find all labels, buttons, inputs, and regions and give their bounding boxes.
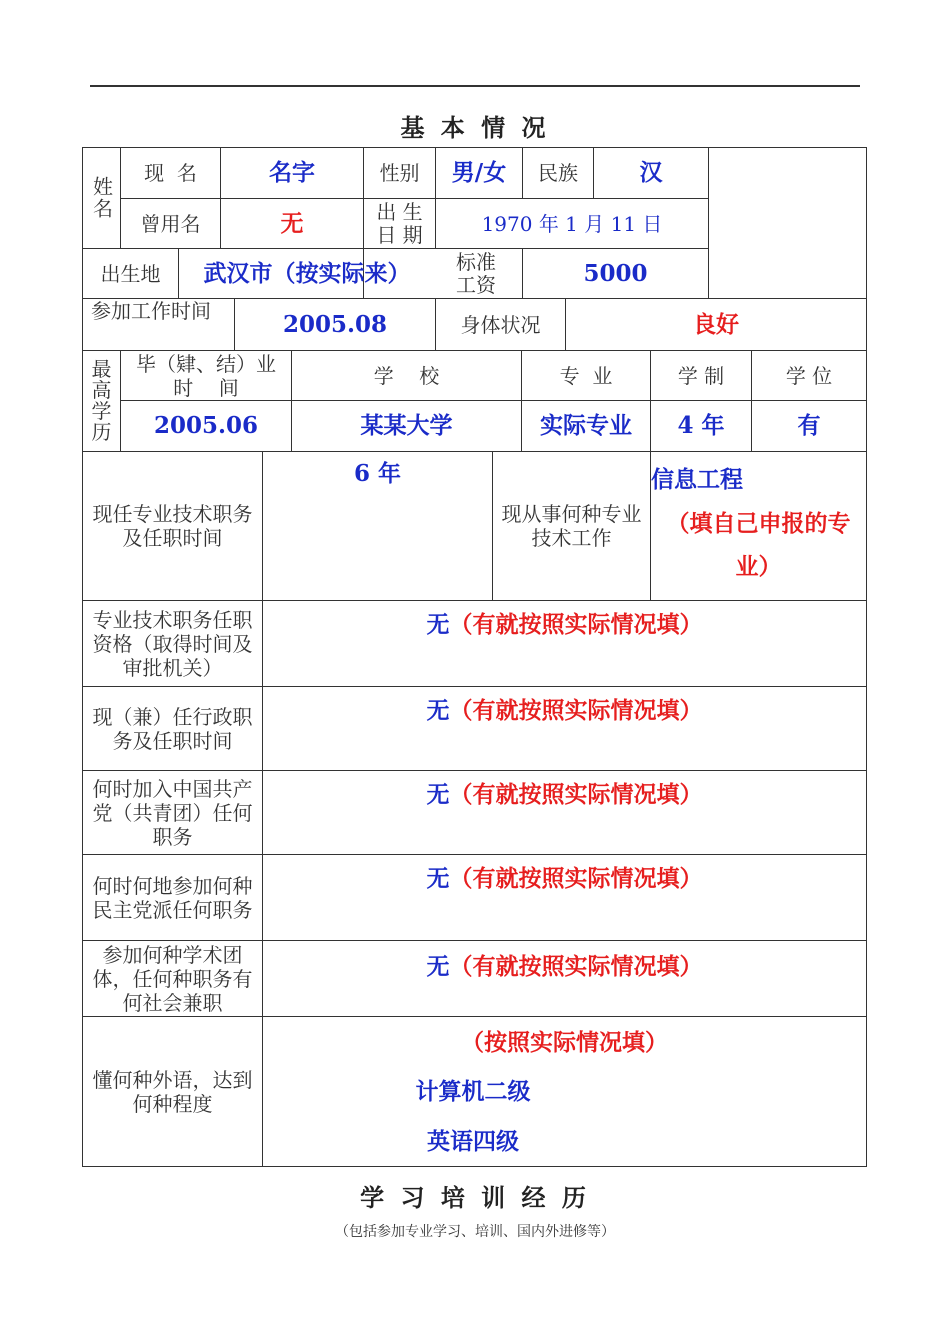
party-prefix: 无	[426, 781, 450, 808]
section2-note: （包括参加专业学习、培训、国内外进修等）	[335, 1224, 615, 1240]
grad-time-label: 毕（肄、结）业 时 间	[136, 351, 276, 400]
tech-work-note: （填自己申报的专业）	[666, 509, 851, 581]
tech-title-value: 6 年	[353, 460, 401, 487]
language-line-1: 计算机二级	[415, 1078, 531, 1106]
democratic-party-value	[263, 855, 866, 940]
major-value: 实际专业	[540, 412, 632, 440]
party-label: 何时加入中国共产党（共青团）任何职务	[92, 776, 253, 849]
tech-title-label: 现任专业技术职务及任职时间	[92, 502, 253, 550]
work-start-value: 2005.08	[282, 310, 388, 338]
school-value: 某某大学	[360, 412, 453, 440]
academic-society-prefix: 无	[426, 953, 450, 980]
language-line-2: 英语四级	[427, 1128, 519, 1156]
admin-post-value	[263, 687, 866, 770]
education-label: 最高学历	[91, 357, 112, 444]
work-start-label: 参加工作时间	[91, 299, 211, 323]
degree-value: 有	[797, 412, 821, 440]
section-title: 基 本 情 况	[400, 113, 550, 142]
tech-work-label: 现从事何种专业技术工作	[501, 502, 642, 550]
health-label: 身体状况	[460, 312, 541, 337]
grad-time-value: 2005.06	[153, 412, 259, 440]
birthplace-label: 出生地	[100, 261, 161, 286]
school-label: 学 校	[373, 363, 440, 388]
birth-date-label: 出 生 日 期	[376, 199, 423, 247]
degree-label: 学 位	[785, 363, 833, 388]
admin-post-label: 现（兼）任行政职务及任职时间	[92, 704, 253, 753]
salary-value: 5000	[583, 259, 648, 287]
duration-value: 4 年	[677, 412, 725, 440]
ethnicity-value: 汉	[639, 159, 663, 187]
qualification-note: （有就按照实际情况填）	[449, 611, 703, 638]
name-group-label: 姓名	[89, 176, 114, 220]
democratic-party-prefix: 无	[426, 865, 450, 892]
current-name-label: 现 名	[144, 161, 197, 185]
current-name-value: 名字	[269, 159, 315, 187]
language-label: 懂何种外语，达到何种程度	[92, 1067, 253, 1116]
qualification-label: 专业技术职务任职资格（取得时间及审批机关）	[92, 607, 253, 680]
academic-society-value	[263, 941, 866, 1016]
qualification-value	[263, 601, 866, 686]
former-name-label: 曾用名	[140, 211, 201, 236]
gender-label: 性别	[379, 161, 420, 185]
birthplace-value: 武汉市（按实际来）	[203, 259, 411, 287]
democratic-party-label: 何时何地参加何种民主党派任何职务	[92, 873, 253, 922]
academic-society-note: （有就按照实际情况填）	[449, 953, 703, 980]
birth-date-value: 1970 年 1 月 11 日	[481, 211, 663, 236]
duration-label: 学 制	[677, 363, 725, 388]
democratic-party-note: （有就按照实际情况填）	[449, 865, 703, 892]
party-value	[263, 771, 866, 854]
gender-value: 男/女	[451, 159, 507, 187]
section2-title: 学 习 培 训 经 历	[360, 1183, 590, 1212]
tech-work-cell	[651, 452, 866, 600]
top-rule	[90, 85, 860, 87]
health-value: 良好	[693, 310, 739, 338]
ethnicity-label: 民族	[538, 161, 578, 185]
admin-post-note: （有就按照实际情况填）	[449, 697, 703, 724]
tech-work-value: 信息工程	[651, 466, 743, 493]
language-note: （按照实际情况填）	[461, 1029, 668, 1057]
salary-label: 标准 工资	[456, 249, 496, 297]
admin-post-prefix: 无	[426, 697, 450, 724]
academic-society-label: 参加何种学术团体，任何种职务有何社会兼职	[92, 942, 253, 1015]
qualification-prefix: 无	[426, 611, 450, 638]
former-name-value: 无	[280, 209, 304, 237]
party-note: （有就按照实际情况填）	[449, 781, 703, 808]
major-label: 专 业	[559, 363, 613, 388]
